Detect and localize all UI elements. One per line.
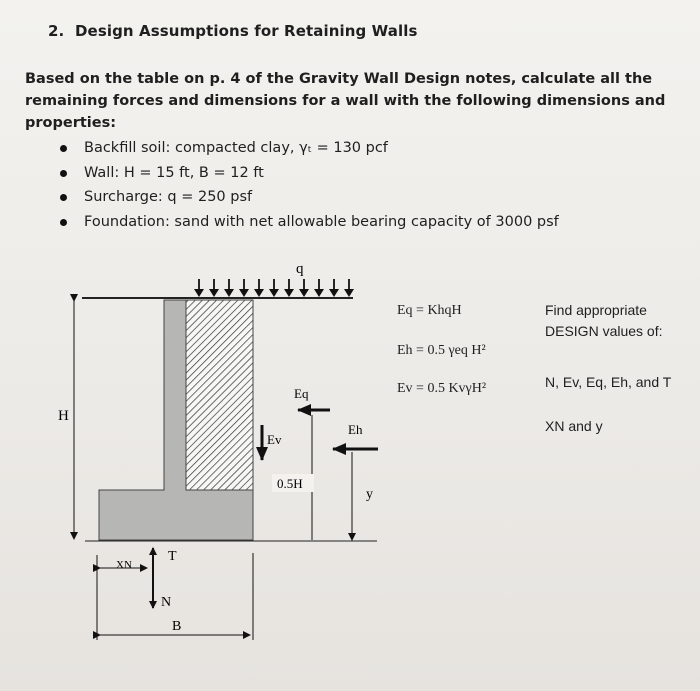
formula-ev: Ev = 0.5 KvγH² bbox=[397, 381, 487, 396]
forces-note: N, Ev, Eq, Eh, and T bbox=[545, 374, 672, 390]
find-line-1: Find appropriate bbox=[545, 302, 647, 318]
find-note bbox=[545, 300, 663, 342]
assumption-surcharge: Surcharge: q = 250 psf bbox=[58, 185, 618, 210]
intro-paragraph: Based on the table on p. 4 of the Gravity Wall Design notes, calculate all the remaining forces and dimensions for a wall with the following dimensions and properties: bbox=[25, 71, 666, 131]
t-label: T bbox=[168, 549, 177, 564]
dims-note: XN and y bbox=[545, 418, 603, 434]
formula-eq: Eq = KhqH bbox=[397, 303, 462, 318]
half-height-label: 0.5H bbox=[277, 476, 303, 491]
ev-label: Ev bbox=[267, 432, 282, 447]
surcharge-label: q bbox=[296, 261, 304, 277]
eh-label: Eh bbox=[348, 422, 363, 437]
section-number: 2. bbox=[48, 22, 65, 40]
assumption-wall: Wall: H = 15 ft, B = 12 ft bbox=[58, 161, 618, 186]
find-line-2: DESIGN values of: bbox=[545, 323, 663, 339]
assumption-foundation: Foundation: sand with net allowable bearing capacity of 3000 psf bbox=[58, 210, 618, 235]
xn-label: XN bbox=[116, 559, 132, 571]
y-label: y bbox=[366, 487, 373, 502]
n-label: N bbox=[161, 595, 172, 610]
formula-eh: Eh = 0.5 γeq H² bbox=[397, 343, 486, 358]
assumption-backfill: Backfill soil: compacted clay, γₜ = 130 pcf bbox=[58, 136, 618, 161]
section-title: Design Assumptions for Retaining Walls bbox=[75, 22, 418, 40]
eq-label: Eq bbox=[294, 386, 309, 401]
backfill-hatch bbox=[186, 300, 253, 490]
height-label: H bbox=[58, 408, 69, 424]
b-label: B bbox=[172, 619, 182, 634]
